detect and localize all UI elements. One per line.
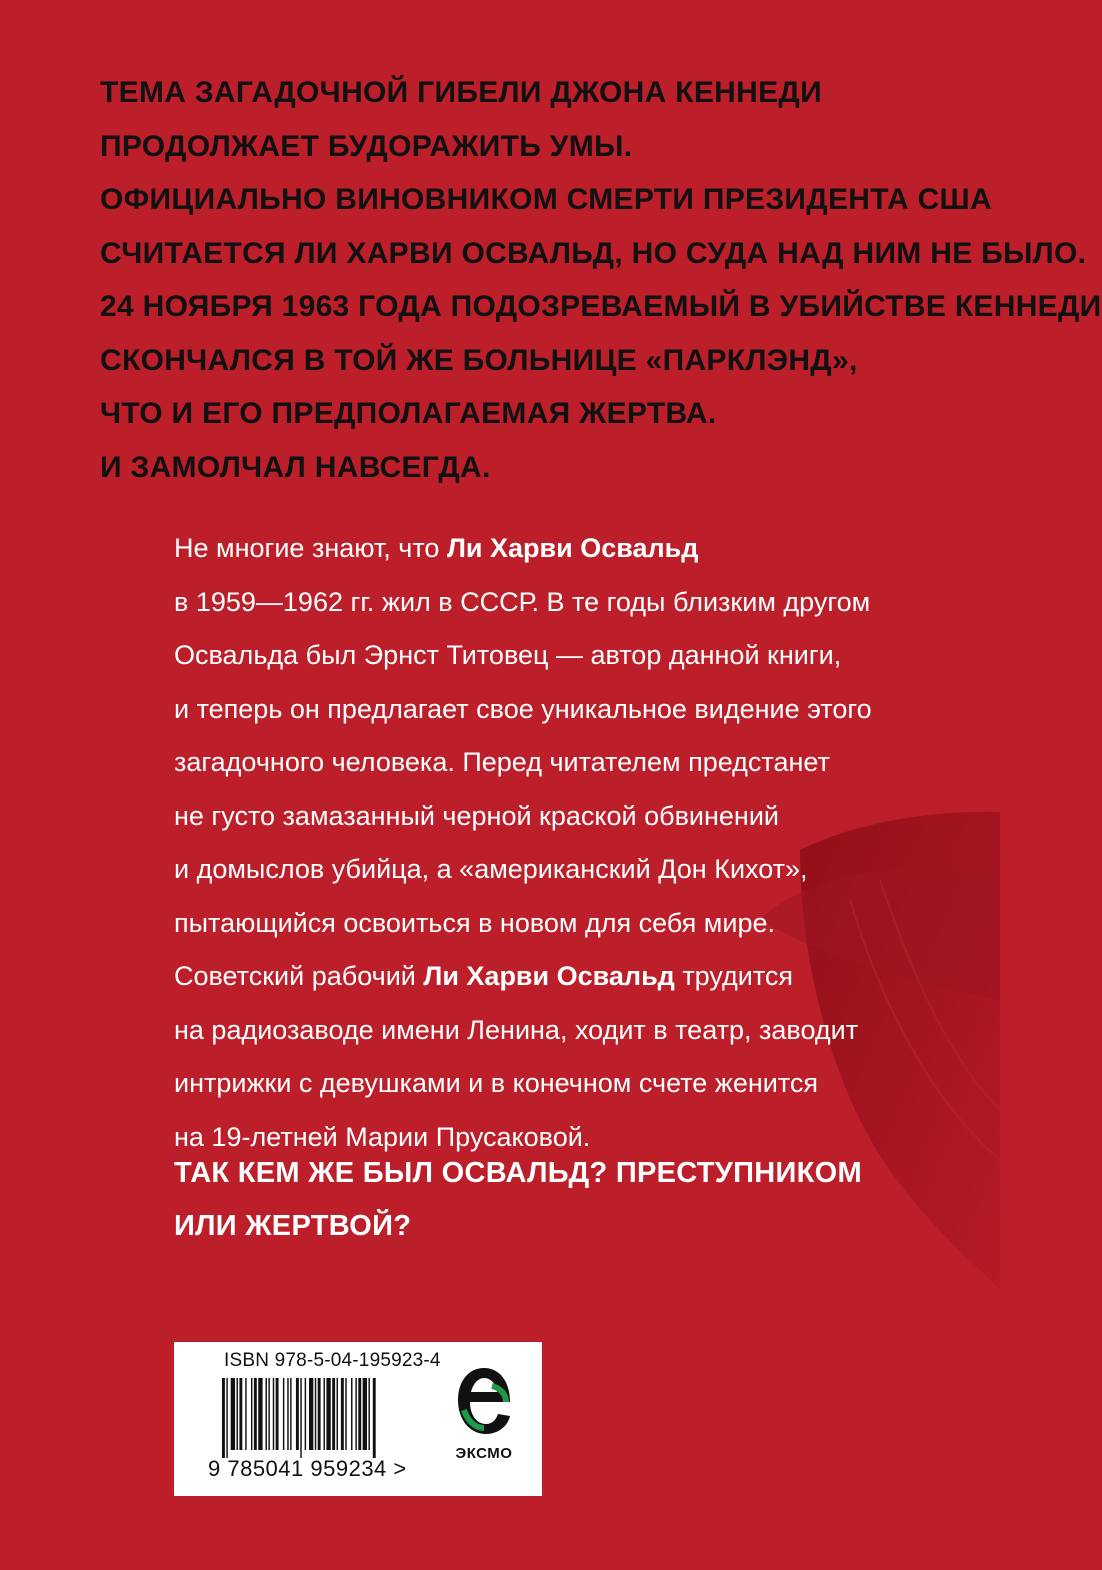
description-text: трудится bbox=[674, 961, 794, 991]
barcode-bar bbox=[226, 1378, 227, 1458]
barcode-bar bbox=[355, 1378, 356, 1450]
barcode-bar bbox=[222, 1378, 225, 1458]
description-line: и домыслов убийца, а «американский Дон Кихот», bbox=[174, 854, 808, 884]
description-block bbox=[174, 522, 934, 1164]
description-name-bold: Ли Харви Освальд bbox=[423, 961, 675, 991]
headline-line: ПРОДОЛЖАЕТ БУДОРАЖИТЬ УМЫ. bbox=[100, 129, 633, 163]
barcode-bar bbox=[363, 1378, 367, 1450]
barcode-bar bbox=[305, 1378, 306, 1450]
barcode-bar bbox=[368, 1378, 369, 1450]
headline-line: ОФИЦИАЛЬНО ВИНОВНИКОМ СМЕРТИ ПРЕЗИДЕНТА США bbox=[100, 183, 992, 216]
barcode-bar bbox=[266, 1378, 267, 1450]
barcode-bar bbox=[287, 1378, 288, 1450]
barcode-bar bbox=[296, 1378, 299, 1450]
barcode-bar bbox=[254, 1378, 257, 1450]
barcode-bar bbox=[231, 1378, 235, 1450]
barcode-bar bbox=[337, 1378, 338, 1450]
barcode-bar bbox=[332, 1378, 335, 1450]
description-line: интрижки с девушками и в конечном счете женится bbox=[174, 1068, 819, 1098]
barcode-bar bbox=[300, 1378, 301, 1458]
isbn-label: ISBN 978-5-04-195923-4 bbox=[224, 1350, 441, 1371]
description-line: Освальда был Эрнст Титовец — автор данной книги, bbox=[174, 640, 842, 670]
barcode-bar bbox=[324, 1378, 325, 1450]
barcode-bar bbox=[273, 1378, 274, 1450]
barcode-bar bbox=[351, 1378, 352, 1450]
description-name-bold: Ли Харви Освальд bbox=[446, 533, 699, 563]
barcode-bar bbox=[283, 1378, 284, 1450]
publisher-name: ЭКСМО bbox=[455, 1445, 513, 1462]
barcode-bar bbox=[251, 1378, 252, 1450]
description-line: на радиозаводе имени Ленина, ходит в театр, заводит bbox=[174, 1014, 859, 1045]
description-text: Советский рабочий bbox=[174, 961, 424, 991]
barcode-panel bbox=[174, 1342, 542, 1496]
headline-line: СКОНЧАЛСЯ В ТОЙ ЖЕ БОЛЬНИЦЕ «ПАРКЛЭНД», bbox=[100, 343, 858, 377]
barcode-bar bbox=[318, 1378, 321, 1450]
description-line bbox=[174, 522, 934, 576]
barcode-bar bbox=[290, 1378, 291, 1450]
barcode-bar bbox=[345, 1378, 346, 1450]
eksmo-logo-icon bbox=[454, 1362, 514, 1442]
barcode-bar bbox=[315, 1378, 316, 1450]
description-line: на 19-летней Марии Прусаковой. bbox=[174, 1121, 591, 1152]
headline-line: 24 НОЯБРЯ 1963 ГОДА ПОДОЗРЕВАЕМЫЙ В УБИЙСТВЕ КЕННЕДИ bbox=[100, 290, 1102, 323]
barcode-bar bbox=[245, 1378, 246, 1450]
barcode-bar bbox=[268, 1378, 269, 1450]
headline-line: ТЕМА ЗАГАДОЧНОЙ ГИБЕЛИ ДЖОНА КЕННЕДИ bbox=[100, 76, 822, 109]
barcode-bar bbox=[276, 1378, 279, 1450]
description-line: пытающийся освоиться в новом для себя мире. bbox=[174, 907, 775, 938]
description-line bbox=[174, 950, 934, 1004]
closing-line: ТАК КЕМ ЖЕ БЫЛ ОСВАЛЬД? ПРЕСТУПНИКОМ bbox=[174, 1157, 862, 1189]
barcode-bar bbox=[239, 1378, 242, 1450]
barcode-bar bbox=[373, 1378, 376, 1458]
barcode-digits: 9 785041 959234 > bbox=[208, 1456, 407, 1481]
barcode-bar bbox=[237, 1378, 238, 1450]
description-line: в 1959—1962 гг. жил в СССР. В те годы близким другом bbox=[174, 586, 871, 617]
barcode-bar bbox=[309, 1378, 313, 1450]
headline-line: ЧТО И ЕГО ПРЕДПОЛАГАЕМАЯ ЖЕРТВА. bbox=[100, 397, 717, 430]
headline-line: СЧИТАЕТСЯ ЛИ ХАРВИ ОСВАЛЬД, НО СУДА НАД НИМ НЕ БЫЛО. bbox=[100, 236, 1087, 270]
headline-block bbox=[100, 66, 1102, 494]
description-line: загадочного человека. Перед читателем предстанет bbox=[174, 747, 830, 777]
closing-question bbox=[174, 1147, 934, 1253]
barcode-bar bbox=[358, 1378, 361, 1450]
headline-line: И ЗАМОЛЧАЛ НАВСЕГДА. bbox=[100, 450, 491, 484]
description-text: Не многие знают, что bbox=[174, 533, 447, 563]
barcode-bars bbox=[222, 1378, 418, 1458]
barcode-bar bbox=[258, 1378, 262, 1450]
barcode-bar bbox=[341, 1378, 344, 1450]
description-line: и теперь он предлагает свое уникальное видение этого bbox=[174, 693, 872, 724]
barcode-bar bbox=[326, 1378, 330, 1450]
closing-line: ИЛИ ЖЕРТВОЙ? bbox=[174, 1210, 412, 1242]
description-line: не густо замазанный черной краской обвинений bbox=[174, 800, 780, 831]
